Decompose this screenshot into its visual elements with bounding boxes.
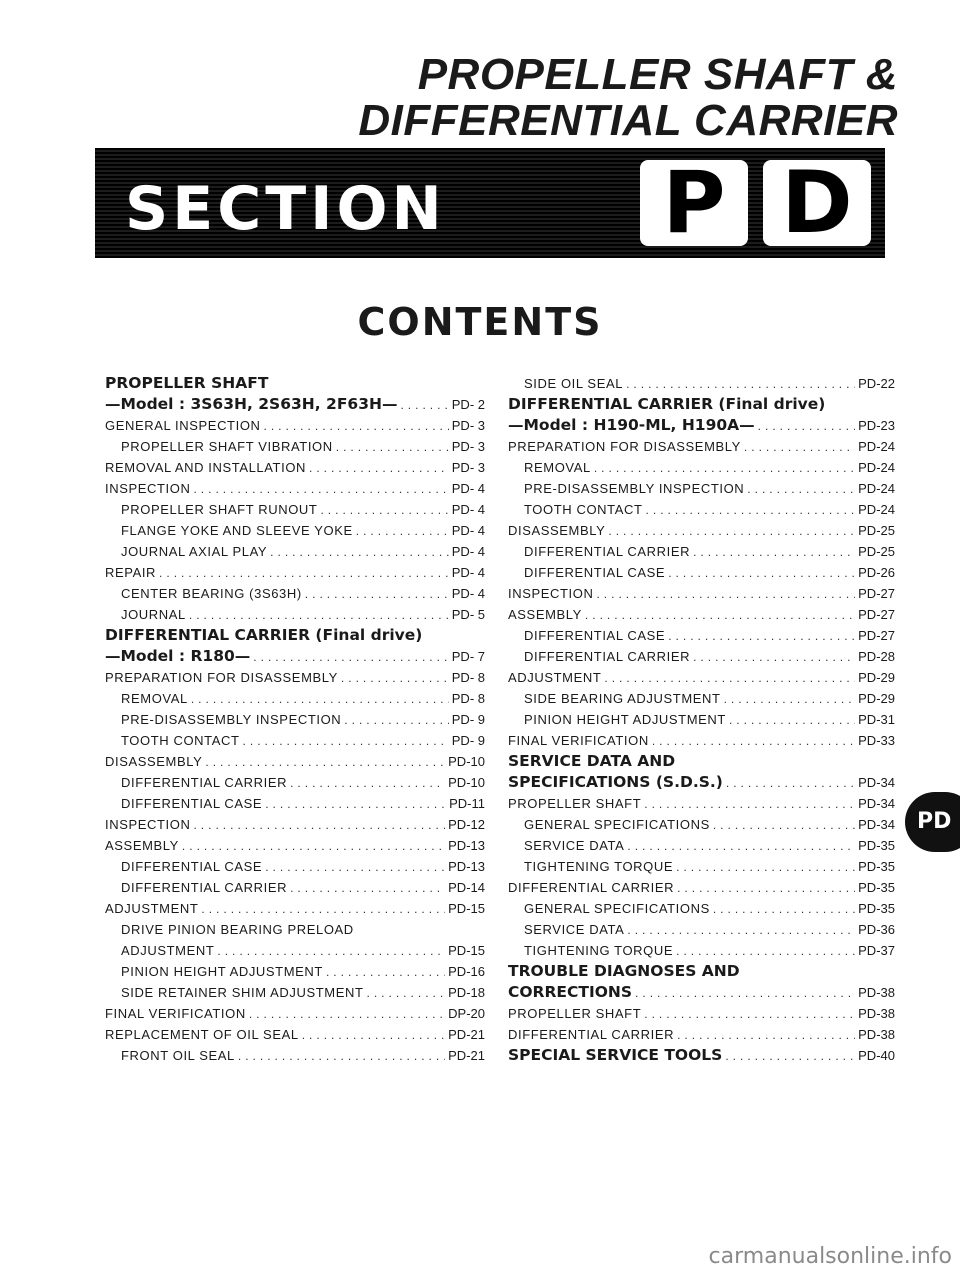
section-tab[interactable]: PD	[905, 792, 960, 852]
toc-entry[interactable]	[105, 793, 485, 814]
toc-entry[interactable]	[105, 1045, 485, 1066]
toc-entry[interactable]	[508, 520, 895, 541]
toc-leader-dots	[326, 962, 445, 982]
toc-entry-title: PINION HEIGHT ADJUSTMENT	[524, 712, 726, 727]
toc-entry[interactable]	[508, 982, 895, 1003]
toc-entry-title: DIFFERENTIAL CASE	[524, 565, 666, 580]
toc-entry-title: JOURNAL	[121, 607, 186, 622]
toc-entry[interactable]	[508, 709, 895, 730]
toc-leader-dots	[193, 815, 445, 835]
toc-entry-page: PD-14	[448, 880, 485, 895]
toc-leader-dots	[290, 773, 445, 793]
toc-entry[interactable]	[105, 814, 485, 835]
toc-entry-title: DIFFERENTIAL CARRIER (Final drive)	[508, 395, 826, 413]
toc-entry-page: PD-35	[858, 901, 895, 916]
toc-entry-page: PD-36	[858, 922, 895, 937]
toc-entry[interactable]	[105, 919, 485, 940]
toc-entry-title: REMOVAL AND INSTALLATION	[105, 460, 307, 475]
toc-entry-page: PD-26	[858, 565, 895, 580]
toc-leader-dots	[201, 899, 445, 919]
toc-entry-page: PD- 9	[451, 712, 485, 727]
section-banner	[95, 148, 885, 258]
toc-entry[interactable]	[508, 898, 895, 919]
toc-entry-title: —Model : H190-ML, H190A—	[508, 416, 755, 434]
toc-entry-title: REMOVAL	[121, 691, 188, 706]
toc-entry[interactable]	[508, 373, 895, 394]
toc-leader-dots	[253, 647, 448, 667]
toc-leader-dots	[627, 920, 855, 940]
toc-leader-dots	[305, 584, 449, 604]
banner-section-word: SECTION	[125, 174, 446, 244]
toc-leader-dots	[644, 794, 855, 814]
toc-leader-dots	[676, 857, 855, 877]
toc-entry-title: DISASSEMBLY	[105, 754, 203, 769]
toc-entry-page: PD-15	[448, 943, 485, 958]
watermark-text: carmanualsonline.info	[708, 1244, 952, 1269]
toc-entry-page: PD-29	[858, 670, 895, 685]
toc-entry-title: CORRECTIONS	[508, 983, 633, 1001]
toc-entry[interactable]	[508, 751, 895, 772]
toc-leader-dots	[264, 416, 449, 436]
toc-leader-dots	[725, 1046, 855, 1066]
title-line-1: PROPELLER SHAFT &	[417, 50, 898, 99]
toc-leader-dots	[713, 815, 855, 835]
toc-entry-page: PD-18	[448, 985, 485, 1000]
toc-entry-page: PD-35	[858, 859, 895, 874]
toc-entry-page: PD- 5	[451, 607, 485, 622]
toc-entry[interactable]	[508, 940, 895, 961]
toc-leader-dots	[596, 584, 855, 604]
toc-entry[interactable]	[508, 436, 895, 457]
toc-entry[interactable]	[105, 562, 485, 583]
toc-entry-title: DIFFERENTIAL CARRIER	[121, 880, 288, 895]
toc-entry-title: SERVICE DATA	[524, 838, 625, 853]
toc-entry-page: PD-24	[858, 439, 895, 454]
toc-entry-page: PD-27	[858, 586, 895, 601]
toc-leader-dots	[189, 605, 449, 625]
toc-leader-dots	[320, 500, 448, 520]
toc-entry-page: PD-13	[448, 838, 485, 853]
toc-entry[interactable]	[105, 478, 485, 499]
toc-leader-dots	[726, 773, 855, 793]
toc-entry[interactable]	[105, 877, 485, 898]
toc-entry-title: FINAL VERIFICATION	[105, 1006, 246, 1021]
toc-entry-page: PD-33	[858, 733, 895, 748]
toc-leader-dots	[668, 626, 855, 646]
toc-entry-title: PREPARATION FOR DISASSEMBLY	[105, 670, 338, 685]
toc-entry-title: DIFFERENTIAL CASE	[121, 859, 263, 874]
toc-leader-dots	[676, 941, 855, 961]
toc-leader-dots	[243, 731, 449, 751]
toc-entry[interactable]	[508, 478, 895, 499]
toc-entry[interactable]	[105, 730, 485, 751]
toc-entry-title: REMOVAL	[524, 460, 591, 475]
toc-entry[interactable]	[508, 961, 895, 982]
toc-entry[interactable]	[105, 604, 485, 625]
toc-entry-page: PD- 4	[451, 481, 485, 496]
toc-entry-page: PD-12	[448, 817, 485, 832]
toc-entry-page: PD-21	[448, 1048, 485, 1063]
toc-leader-dots	[693, 647, 855, 667]
toc-entry[interactable]	[508, 814, 895, 835]
toc-entry-title: —Model : R180—	[105, 647, 251, 665]
toc-leader-dots	[217, 941, 445, 961]
toc-entry-title: —Model : 3S63H, 2S63H, 2F63H—	[105, 395, 398, 413]
toc-entry-page: PD-24	[858, 502, 895, 517]
toc-entry-page: PD-21	[448, 1027, 485, 1042]
toc-entry-page: PD-38	[858, 1027, 895, 1042]
toc-entry-page: PD- 3	[451, 460, 485, 475]
toc-entry-page: PD-34	[858, 775, 895, 790]
toc-entry[interactable]	[105, 688, 485, 709]
toc-entry-title: FLANGE YOKE AND SLEEVE YOKE	[121, 523, 353, 538]
toc-leader-dots	[290, 878, 445, 898]
toc-leader-dots	[604, 668, 855, 688]
toc-entry[interactable]	[508, 499, 895, 520]
toc-entry-page: PD-25	[858, 544, 895, 559]
toc-entry[interactable]	[508, 772, 895, 793]
toc-entry-page: PD-24	[858, 481, 895, 496]
toc-entry-title: PRE-DISASSEMBLY INSPECTION	[524, 481, 745, 496]
toc-entry[interactable]	[508, 856, 895, 877]
toc-entry[interactable]	[105, 583, 485, 604]
banner-letter-d: D	[763, 160, 871, 246]
toc-entry-page: PD- 8	[451, 691, 485, 706]
toc-entry-title: ASSEMBLY	[105, 838, 179, 853]
toc-entry-title: INSPECTION	[105, 481, 191, 496]
toc-entry[interactable]	[508, 541, 895, 562]
toc-entry-page: PD-11	[449, 796, 485, 811]
toc-leader-dots	[626, 374, 855, 394]
banner-letter-p: P	[640, 160, 748, 246]
toc-entry[interactable]	[105, 373, 485, 394]
toc-entry[interactable]	[105, 1003, 485, 1024]
toc-entry-title: PRE-DISASSEMBLY INSPECTION	[121, 712, 342, 727]
toc-leader-dots	[646, 500, 856, 520]
toc-entry-title: SPECIFICATIONS (S.D.S.)	[508, 773, 723, 791]
toc-entry-title: GENERAL INSPECTION	[105, 418, 261, 433]
toc-entry-title: DIFFERENTIAL CARRIER	[121, 775, 288, 790]
toc-right-column	[508, 373, 895, 1066]
toc-entry-title: DIFFERENTIAL CARRIER	[524, 649, 691, 664]
toc-leader-dots	[159, 563, 449, 583]
toc-entry-page: PD- 7	[451, 649, 485, 664]
toc-left-column	[105, 373, 485, 1066]
toc-entry-title: DISASSEMBLY	[508, 523, 606, 538]
toc-entry[interactable]	[105, 709, 485, 730]
toc-leader-dots	[265, 857, 445, 877]
toc-leader-dots	[193, 479, 448, 499]
toc-entry-page: PD- 3	[451, 418, 485, 433]
toc-entry-page: PD-29	[858, 691, 895, 706]
toc-entry-page: PD-28	[858, 649, 895, 664]
toc-entry-page: PD-38	[858, 1006, 895, 1021]
toc-entry-page: PD-24	[858, 460, 895, 475]
toc-entry-page: PD-27	[858, 607, 895, 622]
toc-entry-title: INSPECTION	[105, 817, 191, 832]
toc-leader-dots	[205, 752, 445, 772]
toc-entry[interactable]	[508, 415, 895, 436]
toc-entry-title: TROUBLE DIAGNOSES AND	[508, 962, 740, 980]
toc-entry[interactable]	[105, 667, 485, 688]
toc-entry[interactable]	[105, 415, 485, 436]
toc-entry[interactable]	[508, 919, 895, 940]
toc-entry-title: TIGHTENING TORQUE	[524, 943, 674, 958]
toc-entry[interactable]	[508, 394, 895, 415]
toc-leader-dots	[747, 479, 855, 499]
toc-entry-title: PROPELLER SHAFT	[508, 1006, 642, 1021]
toc-entry-title: ADJUSTMENT	[105, 901, 199, 916]
toc-entry-title: PINION HEIGHT ADJUSTMENT	[121, 964, 323, 979]
toc-leader-dots	[724, 689, 856, 709]
toc-entry[interactable]	[105, 961, 485, 982]
toc-leader-dots	[400, 395, 448, 415]
toc-entry[interactable]	[105, 898, 485, 919]
toc-entry-page: PD-38	[858, 985, 895, 1000]
toc-entry[interactable]	[508, 646, 895, 667]
toc-entry-page: PD-40	[858, 1048, 895, 1063]
toc-entry-page: PD- 4	[451, 565, 485, 580]
toc-entry[interactable]	[105, 1024, 485, 1045]
toc-entry-page: PD-15	[448, 901, 485, 916]
toc-entry[interactable]	[105, 856, 485, 877]
toc-entry[interactable]	[105, 520, 485, 541]
toc-leader-dots	[367, 983, 446, 1003]
toc-entry[interactable]	[508, 688, 895, 709]
toc-leader-dots	[677, 1025, 855, 1045]
toc-entry-title: FRONT OIL SEAL	[121, 1048, 235, 1063]
toc-entry-page: PD-35	[858, 880, 895, 895]
toc-entry-page: PD-37	[858, 943, 895, 958]
toc-entry[interactable]	[105, 940, 485, 961]
toc-leader-dots	[729, 710, 855, 730]
toc-entry-page: PD-31	[858, 712, 895, 727]
toc-entry[interactable]	[105, 394, 485, 415]
toc-entry-page: PD-23	[858, 418, 895, 433]
title-line-2: DIFFERENTIAL CARRIER	[358, 96, 898, 145]
toc-entry[interactable]	[105, 541, 485, 562]
toc-entry[interactable]	[105, 751, 485, 772]
toc-entry-title: DIFFERENTIAL CARRIER	[508, 880, 675, 895]
toc-entry-title: SIDE BEARING ADJUSTMENT	[524, 691, 721, 706]
toc-entry-title: PROPELLER SHAFT	[508, 796, 642, 811]
toc-leader-dots	[344, 710, 448, 730]
toc-entry-title: REPLACEMENT OF OIL SEAL	[105, 1027, 299, 1042]
toc-entry-title: REPAIR	[105, 565, 157, 580]
toc-leader-dots	[238, 1046, 445, 1066]
toc-leader-dots	[627, 836, 855, 856]
toc-entry-title: SIDE RETAINER SHIM ADJUSTMENT	[121, 985, 364, 1000]
toc-entry[interactable]	[105, 982, 485, 1003]
toc-leader-dots	[652, 731, 855, 751]
toc-entry-title: ASSEMBLY	[508, 607, 582, 622]
toc-entry-title: DIFFERENTIAL CARRIER	[524, 544, 691, 559]
toc-leader-dots	[265, 794, 446, 814]
toc-leader-dots	[249, 1004, 445, 1024]
toc-leader-dots	[302, 1025, 445, 1045]
toc-leader-dots	[594, 458, 855, 478]
toc-entry-page: PD- 2	[451, 397, 485, 412]
toc-entry-page: PD- 4	[451, 502, 485, 517]
toc-entry-title: FINAL VERIFICATION	[508, 733, 649, 748]
toc-entry[interactable]	[508, 562, 895, 583]
toc-entry-title: JOURNAL AXIAL PLAY	[121, 544, 268, 559]
toc-entry-title: GENERAL SPECIFICATIONS	[524, 817, 710, 832]
toc-entry-title: ADJUSTMENT	[508, 670, 602, 685]
toc-entry-title: GENERAL SPECIFICATIONS	[524, 901, 710, 916]
toc-entry[interactable]	[105, 646, 485, 667]
toc-entry[interactable]	[105, 772, 485, 793]
toc-entry[interactable]	[508, 1003, 895, 1024]
toc-entry-page: PD- 4	[451, 586, 485, 601]
toc-entry-title: PREPARATION FOR DISASSEMBLY	[508, 439, 741, 454]
toc-leader-dots	[644, 1004, 855, 1024]
toc-entry[interactable]	[508, 1045, 895, 1066]
toc-entry-title: SIDE OIL SEAL	[524, 376, 624, 391]
toc-entry[interactable]	[105, 457, 485, 478]
toc-entry-page: PD- 4	[451, 523, 485, 538]
toc-entry-page: PD-25	[858, 523, 895, 538]
toc-leader-dots	[677, 878, 855, 898]
toc-leader-dots	[635, 983, 855, 1003]
toc-entry[interactable]	[508, 604, 895, 625]
toc-entry-title: INSPECTION	[508, 586, 594, 601]
toc-entry[interactable]	[105, 625, 485, 646]
toc-leader-dots	[608, 521, 855, 541]
toc-leader-dots	[191, 689, 449, 709]
toc-entry-title: TOOTH CONTACT	[121, 733, 240, 748]
toc-entry[interactable]	[508, 667, 895, 688]
page-title	[298, 52, 898, 144]
toc-entry[interactable]	[508, 625, 895, 646]
toc-leader-dots	[713, 899, 855, 919]
toc-entry-page: PD-34	[858, 817, 895, 832]
toc-entry[interactable]	[508, 793, 895, 814]
toc-entry-page: PD-16	[448, 964, 485, 979]
toc-entry-title: DIFFERENTIAL CARRIER	[508, 1027, 675, 1042]
toc-leader-dots	[356, 521, 449, 541]
toc-entry[interactable]	[508, 877, 895, 898]
toc-entry-page: PD-34	[858, 796, 895, 811]
toc-entry-title: SPECIAL SERVICE TOOLS	[508, 1046, 723, 1064]
toc-entry-page: PD-22	[858, 376, 895, 391]
toc-entry-page: PD- 3	[451, 439, 485, 454]
toc-leader-dots	[585, 605, 855, 625]
toc-entry[interactable]	[105, 436, 485, 457]
toc-entry[interactable]	[508, 835, 895, 856]
toc-entry-page: PD- 9	[451, 733, 485, 748]
toc-leader-dots	[341, 668, 449, 688]
toc-entry[interactable]	[508, 457, 895, 478]
toc-entry-title: DRIVE PINION BEARING PRELOAD	[121, 922, 354, 937]
toc-leader-dots	[744, 437, 855, 457]
toc-entry-title: CENTER BEARING (3S63H)	[121, 586, 302, 601]
contents-heading: CONTENTS	[357, 300, 603, 344]
toc-leader-dots	[336, 437, 449, 457]
toc-entry-title: ADJUSTMENT	[121, 943, 215, 958]
toc-entry-title: SERVICE DATA	[524, 922, 625, 937]
toc-leader-dots	[309, 458, 449, 478]
toc-entry[interactable]	[508, 583, 895, 604]
toc-entry-page: PD- 4	[451, 544, 485, 559]
toc-entry-title: DIFFERENTIAL CASE	[524, 628, 666, 643]
toc-leader-dots	[693, 542, 855, 562]
toc-entry[interactable]	[105, 835, 485, 856]
toc-entry-page: PD-10	[448, 754, 485, 769]
toc-entry-page: PD- 8	[451, 670, 485, 685]
toc-entry-title: PROPELLER SHAFT RUNOUT	[121, 502, 318, 517]
toc-entry-title: TIGHTENING TORQUE	[524, 859, 674, 874]
toc-entry-page: DP-20	[448, 1006, 485, 1021]
toc-entry-title: SERVICE DATA AND	[508, 752, 676, 770]
toc-entry-title: PROPELLER SHAFT VIBRATION	[121, 439, 333, 454]
toc-entry[interactable]	[508, 730, 895, 751]
toc-entry-title: DIFFERENTIAL CARRIER (Final drive)	[105, 626, 423, 644]
toc-leader-dots	[668, 563, 855, 583]
toc-entry-title: PROPELLER SHAFT	[105, 374, 269, 392]
toc-entry[interactable]	[105, 499, 485, 520]
toc-entry-page: PD-13	[448, 859, 485, 874]
toc-entry-title: TOOTH CONTACT	[524, 502, 643, 517]
toc-leader-dots	[270, 542, 449, 562]
toc-entry-page: PD-27	[858, 628, 895, 643]
toc-entry-page: PD-35	[858, 838, 895, 853]
toc-leader-dots	[182, 836, 445, 856]
toc-entry-title: DIFFERENTIAL CASE	[121, 796, 263, 811]
toc-entry-page: PD-10	[448, 775, 485, 790]
toc-leader-dots	[758, 416, 855, 436]
toc-entry[interactable]	[508, 1024, 895, 1045]
